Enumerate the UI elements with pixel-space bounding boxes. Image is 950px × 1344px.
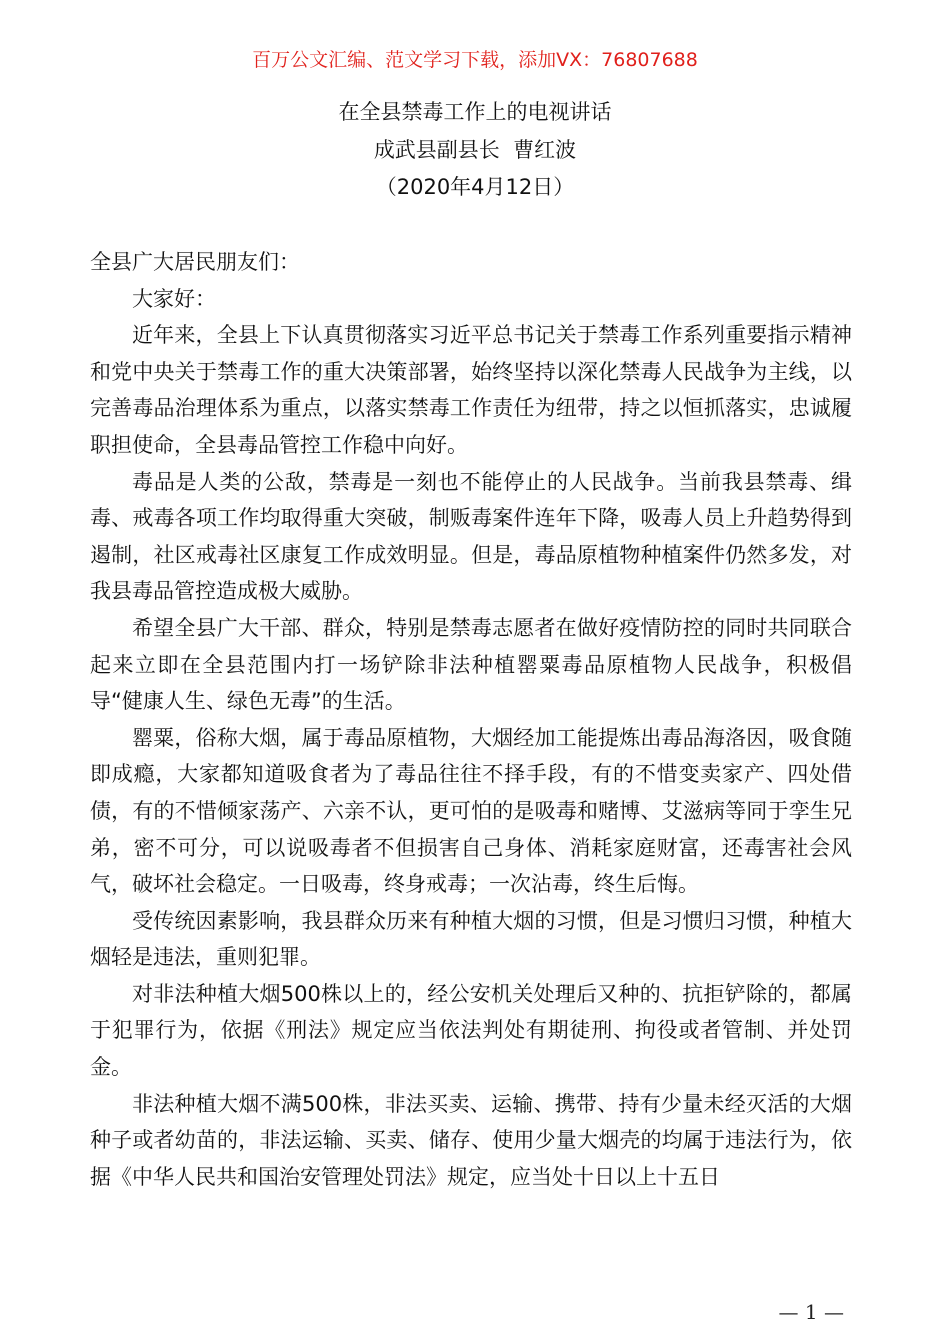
- paragraph-7: 非法种植大烟不满500株，非法买卖、运输、携带、持有少量未经灭活的大烟种子或者幼苗的，非法运输、买卖、储存、使用少量大烟壳的均属于违法行为，依据《中华人民共和国治安管理处罚法》规定，应当处十日以上十五日: [90, 1091, 852, 1189]
- paragraph-6: 对非法种植大烟500株以上的，经公安机关处理后又种的、抗拒铲除的，都属于犯罪行为，依据《刑法》规定应当依法判处有期徒刑、拘役或者管制、并处罚金。: [90, 981, 852, 1080]
- watermark-banner: 百万公文汇编、范文学习下载，添加VX：76807688: [252, 49, 698, 71]
- greeting: 大家好：: [132, 286, 216, 311]
- speaker-line: 成武县副县长 曹红波: [373, 138, 577, 162]
- speech-body: [90, 244, 852, 1195]
- date-line: （2020年4月12日）: [375, 175, 575, 199]
- paragraph-2: 毒品是人类的公敌，禁毒是一刻也不能停止的人民战争。当前我县禁毒、缉毒、戒毒各项工作均取得重大突破，制贩毒案件连年下降，吸毒人员上升趋势得到遏制，社区戒毒社区康复工作成效明显。但是，毒品原植物种植案件仍然多发，对我县毒品管控造成极大威胁。: [90, 469, 852, 604]
- paragraph-4: 罂粟，俗称大烟，属于毒品原植物，大烟经加工能提炼出毒品海洛因，吸食随即成瘾，大家都知道吸食者为了毒品往往不择手段，有的不惜变卖家产、四处借债，有的不惜倾家荡产、六亲不认，更可怕的是吸毒和赌博、艾滋病等同于孪生兄弟，密不可分，可以说吸毒者不但损害自己身体、消耗家庭财富，还毒害社会风气，破坏社会稳定。一日吸毒，终身戒毒；一次沾毒，终生后悔。: [90, 725, 852, 897]
- page-number: — 1 —: [778, 1300, 844, 1324]
- document-title: 在全县禁毒工作上的电视讲话: [338, 100, 612, 124]
- paragraph-1: 近年来，全县上下认真贯彻落实习近平总书记关于禁毒工作系列重要指示精神和党中央关于禁毒工作的重大决策部署，始终坚持以深化禁毒人民战争为主线，以完善毒品治理体系为重点，以落实禁毒工作责任为纽带，持之以恒抓落实，忠诚履职担使命，全县毒品管控工作稳中向好。: [90, 323, 852, 457]
- salutation: 全县广大居民朋友们：: [90, 250, 300, 274]
- paragraph-3: 希望全县广大干部、群众，特别是禁毒志愿者在做好疫情防控的同时共同联合起来立即在全县范围内打一场铲除非法种植罂粟毒品原植物人民战争，积极倡导“健康人生、绿色无毒”的生活。: [90, 615, 852, 714]
- paragraph-5: 受传统因素影响，我县群众历来有种植大烟的习惯，但是习惯归习惯，种植大烟轻是违法，重则犯罪。: [90, 908, 852, 970]
